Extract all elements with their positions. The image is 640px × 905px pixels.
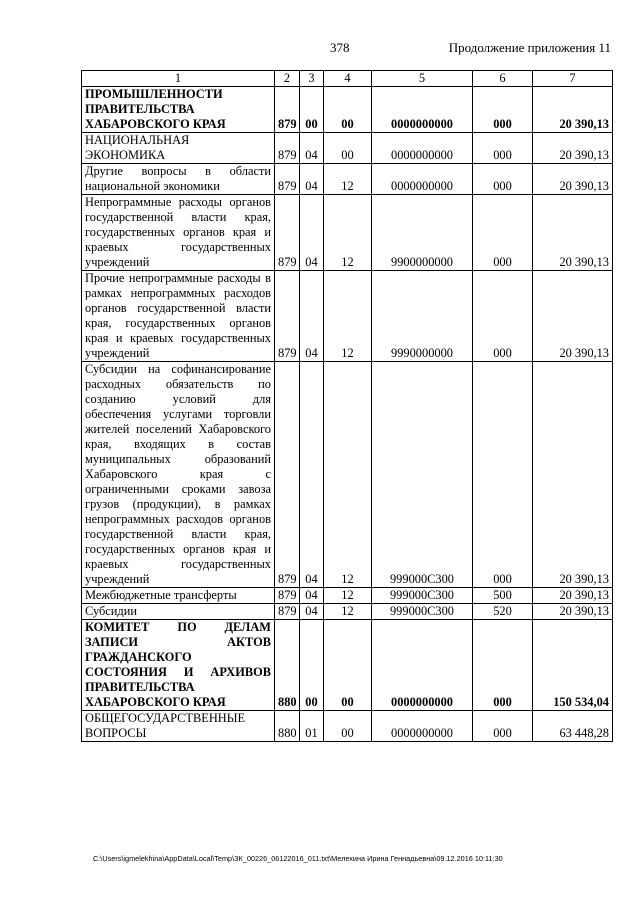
table-row [82,87,613,133]
section-code-cell: 00 [300,87,324,133]
column-header: 3 [300,71,324,87]
target-article-cell: 0000000000 [372,711,473,742]
target-article-cell: 0000000000 [372,620,473,711]
target-article-cell: 0000000000 [372,164,473,195]
table-row [82,133,613,164]
row-name-cell: Непрограммные расходы органов государственной власти края, государственных органов края и краевых государственных учреждений [82,195,275,271]
row-name-cell: Другие вопросы в области национальной экономики [82,164,275,195]
amount-cell: 20 390,13 [533,271,613,362]
target-article-cell: 999000С300 [372,588,473,604]
ministry-code-cell: 879 [275,362,300,588]
row-name-cell: Субсидии на софинансирование расходных обязательств по созданию условий для обеспечения услугами торговли жителей поселений Хабаровского края, входящих в состав муниципальных образований Хабаровского края с ограниченными сроками завоза грузов (продукции), в рамках непрограммных расходов органов государственной власти края, государственных органов края и краевых государственных учреждений [82,362,275,588]
amount-cell: 20 390,13 [533,164,613,195]
ministry-code-cell: 879 [275,133,300,164]
expense-type-cell: 000 [473,362,533,588]
section-code-cell: 04 [300,195,324,271]
row-name-cell: КОМИТЕТ ПО ДЕЛАМ ЗАПИСИ АКТОВ ГРАЖДАНСКОГО СОСТОЯНИЯ И АРХИВОВ ПРАВИТЕЛЬСТВА ХАБАРОВСКОГО КРАЯ [82,620,275,711]
section-code-cell: 01 [300,711,324,742]
table-row [82,620,613,711]
column-header: 4 [324,71,372,87]
amount-cell: 20 390,13 [533,604,613,620]
section-code-cell: 04 [300,362,324,588]
table-row [82,604,613,620]
subsection-code-cell: 00 [324,87,372,133]
table-row [82,195,613,271]
target-article-cell: 0000000000 [372,87,473,133]
section-code-cell: 04 [300,604,324,620]
column-header: 2 [275,71,300,87]
ministry-code-cell: 880 [275,620,300,711]
subsection-code-cell: 12 [324,362,372,588]
expense-type-cell: 500 [473,588,533,604]
subsection-code-cell: 12 [324,604,372,620]
ministry-code-cell: 879 [275,271,300,362]
table-row [82,588,613,604]
row-name-cell: ПРОМЫШЛЕННОСТИ ПРАВИТЕЛЬСТВА ХАБАРОВСКОГО КРАЯ [82,87,275,133]
expense-type-cell: 520 [473,604,533,620]
target-article-cell: 0000000000 [372,133,473,164]
column-header: 6 [473,71,533,87]
target-article-cell: 999000С300 [372,362,473,588]
document-file-path: C:\Users\igmelekhina\AppData\Local\Temp\ЗК_00226_06122016_011.txt\Мелехина Ирина Геннадьевна\09.12.2016 10:11:30 [93,854,503,863]
row-name-cell: НАЦИОНАЛЬНАЯ ЭКОНОМИКА [82,133,275,164]
column-header: 1 [82,71,275,87]
subsection-code-cell: 00 [324,711,372,742]
budget-table [81,70,613,742]
amount-cell: 20 390,13 [533,195,613,271]
ministry-code-cell: 879 [275,588,300,604]
amount-cell: 20 390,13 [533,588,613,604]
column-header: 7 [533,71,613,87]
ministry-code-cell: 879 [275,87,300,133]
table-row [82,711,613,742]
table-row [82,271,613,362]
expense-type-cell: 000 [473,271,533,362]
expense-type-cell: 000 [473,711,533,742]
expense-type-cell: 000 [473,195,533,271]
amount-cell: 20 390,13 [533,133,613,164]
ministry-code-cell: 880 [275,711,300,742]
appendix-continuation-label: Продолжение приложения 11 [448,40,611,55]
amount-cell: 20 390,13 [533,87,613,133]
table-row [82,362,613,588]
table-row [82,164,613,195]
amount-cell: 150 534,04 [533,620,613,711]
target-article-cell: 999000С300 [372,604,473,620]
row-name-cell: Субсидии [82,604,275,620]
target-article-cell: 9990000000 [372,271,473,362]
expense-type-cell: 000 [473,620,533,711]
row-name-cell: Прочие непрограммные расходы в рамках непрограммных расходов органов государственной власти края, государственных органов края и краевых государственных учреждений [82,271,275,362]
row-name-cell: Межбюджетные трансферты [82,588,275,604]
ministry-code-cell: 879 [275,164,300,195]
column-header: 5 [372,71,473,87]
subsection-code-cell: 12 [324,164,372,195]
target-article-cell: 9900000000 [372,195,473,271]
subsection-code-cell: 00 [324,133,372,164]
row-name-cell: ОБЩЕГОСУДАРСТВЕННЫЕ ВОПРОСЫ [82,711,275,742]
section-code-cell: 04 [300,164,324,195]
ministry-code-cell: 879 [275,604,300,620]
subsection-code-cell: 00 [324,620,372,711]
expense-type-cell: 000 [473,87,533,133]
page-number: 378 [330,40,350,55]
subsection-code-cell: 12 [324,271,372,362]
expense-type-cell: 000 [473,164,533,195]
subsection-code-cell: 12 [324,195,372,271]
section-code-cell: 04 [300,271,324,362]
section-code-cell: 04 [300,133,324,164]
ministry-code-cell: 879 [275,195,300,271]
expense-type-cell: 000 [473,133,533,164]
amount-cell: 20 390,13 [533,362,613,588]
subsection-code-cell: 12 [324,588,372,604]
column-number-row [82,71,613,87]
section-code-cell: 00 [300,620,324,711]
section-code-cell: 04 [300,588,324,604]
amount-cell: 63 448,28 [533,711,613,742]
